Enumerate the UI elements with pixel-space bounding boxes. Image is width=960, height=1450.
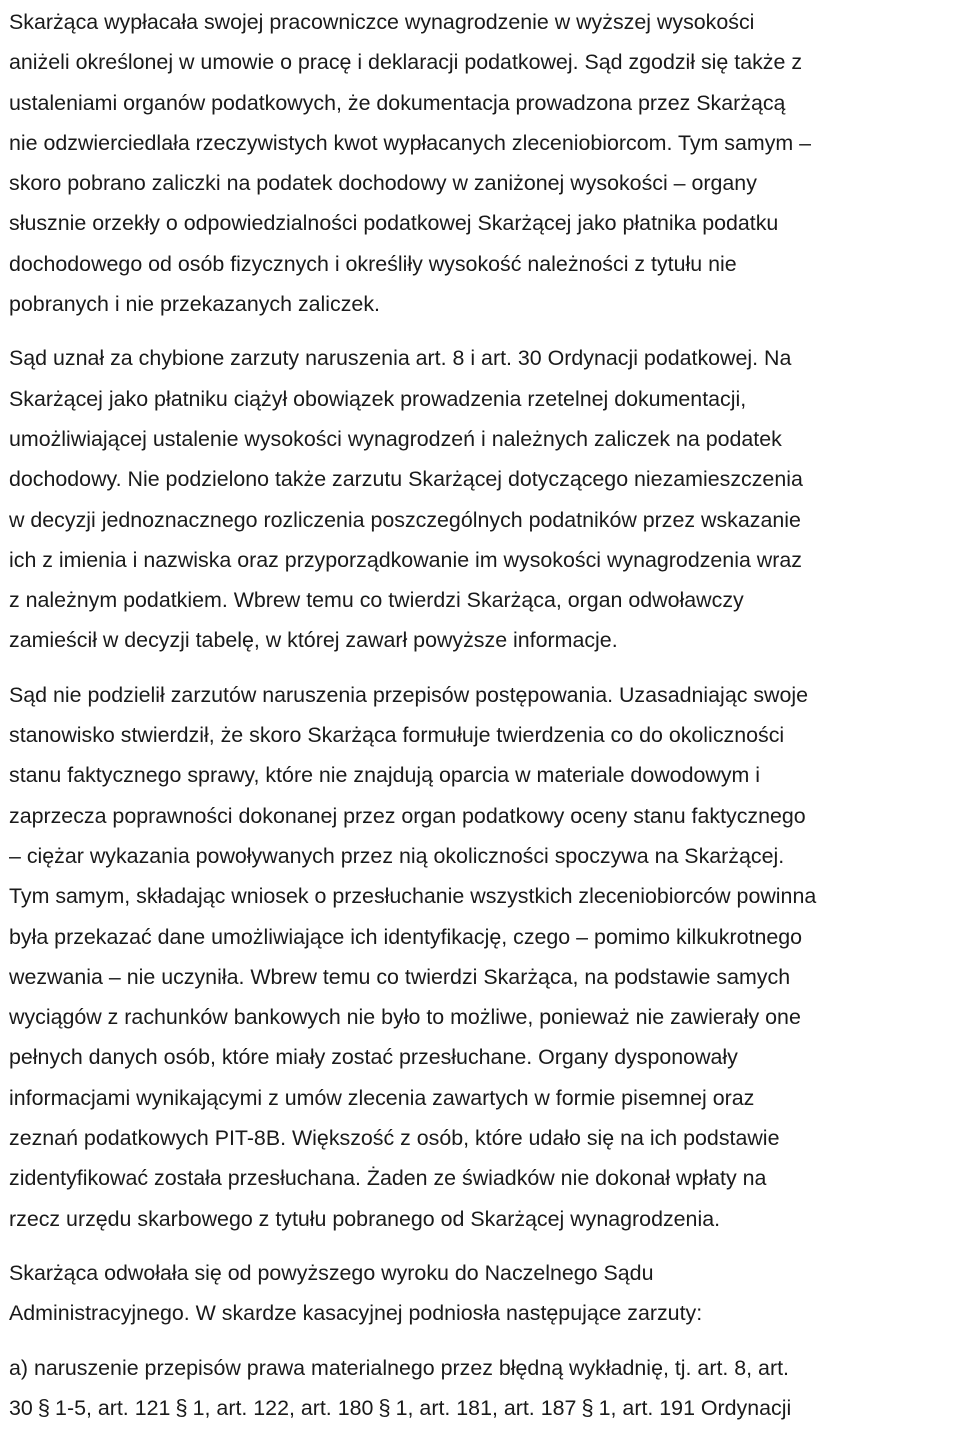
text-fragment: 1-5, art. 121 [55,1395,171,1420]
text-line: stanu faktycznego sprawy, które nie znajdują oparcia w materiale dowodowym i [9,763,761,788]
text-line: dochodowy. Nie podzielono także zarzutu Skarżącej dotyczącego niezamieszczenia [9,467,803,492]
text-line: zaprzecza poprawności dokonanej przez organ podatkowy oceny stanu faktycznego [9,803,806,828]
text-line: Skarżąca odwołała się od powyższego wyroku do Naczelnego Sądu [9,1260,654,1285]
text-fragment: 1, art. 181, art. 187 [395,1395,577,1420]
section-sign: § [378,1394,391,1420]
text-fragment: 1, art. 122, art. 180 [192,1395,374,1420]
section-sign: § [37,1394,51,1420]
text-line: Tym samym, składając wniosek o przesłuchanie wszystkich zleceniobiorców powinna [9,884,817,909]
text-line: Administracyjnego. W skardze kasacyjnej podniosła następujące zarzuty: [9,1301,703,1326]
text-line: Skarżąca wypłacała swojej pracowniczce wynagrodzenie w wyższej wysokości [9,10,755,34]
text-line: z należnym podatkiem. Wbrew temu co twierdzi Skarżąca, organ odwoławczy [9,588,744,613]
section-sign: § [175,1394,188,1420]
text-line: zidentyfikować została przesłuchana. Żaden ze świadków nie dokonał wpłaty na [9,1166,767,1191]
text-line: Sąd nie podzielił zarzutów naruszenia przepisów postępowania. Uzasadniając swoje [9,682,809,707]
text-fragment: 30 [9,1395,33,1420]
paragraph [9,1253,954,1334]
text-line: a) naruszenie przepisów prawa materialnego przez błędną wykładnię, tj. art. 8, art. [9,1355,789,1380]
text-line: zeznań podatkowych PIT-8B. Większość z osób, które udało się na ich podstawie [9,1126,780,1151]
paragraph [9,1348,954,1429]
document-body [9,2,954,1428]
text-line: rzecz urzędu skarbowego z tytułu pobranego od Skarżącej wynagrodzenia. [9,1206,721,1231]
text-line: wyciągów z rachunków bankowych nie było to możliwe, ponieważ nie zawierały one [9,1005,801,1030]
text-line: – ciężar wykazania powoływanych przez nią okoliczności spoczywa na Skarżącej. [9,843,785,868]
text-line: zamieścił w decyzji tabelę, w której zawarł powyższe informacje. [9,628,618,653]
text-line: była przekazać dane umożliwiające ich identyfikację, czego – pomimo kilkukrotnego [9,924,803,949]
text-line: stanowisko stwierdził, że skoro Skarżąca formułuje twierdzenia co do okoliczności [9,723,785,748]
paragraph [9,338,954,660]
text-line: skoro pobrano zaliczki na podatek dochodowy w zaniżonej wysokości – organy [9,171,757,196]
text-line: ustaleniami organów podatkowych, że dokumentacja prowadzona przez Skarżącą [9,90,786,115]
text-line: umożliwiającej ustalenie wysokości wynagrodzeń i należnych zaliczek na podatek [9,426,782,451]
text-fragment: 1, art. 191 Ordynacji [598,1395,792,1420]
text-line: pełnych danych osób, które miały zostać przesłuchane. Organy dysponowały [9,1045,738,1070]
section-sign: § [581,1394,594,1420]
text-line: informacjami wynikającymi z umów zlecenia zawartych w formie pisemnej oraz [9,1085,755,1110]
text-line: dochodowego od osób fizycznych i określiły wysokość należności z tytułu nie [9,251,737,276]
text-line [9,1388,954,1428]
text-line: aniżeli określonej w umowie o pracę i deklaracji podatkowej. Sąd zgodził się także z [9,50,803,75]
text-line: słusznie orzekły o odpowiedzialności podatkowej Skarżącej jako płatnika podatku [9,211,779,236]
text-line: w decyzji jednoznacznego rozliczenia poszczególnych podatników przez wskazanie [9,507,801,532]
text-line: Sąd uznał za chybione zarzuty naruszenia art. 8 i art. 30 Ordynacji podatkowej. Na [9,346,792,371]
text-line: pobranych i nie przekazanych zaliczek. [9,292,380,317]
document-page [9,2,954,1428]
paragraph [9,2,954,324]
text-line: nie odzwierciedlała rzeczywistych kwot wypłacanych zleceniobiorcom. Tym samym – [9,130,812,155]
text-line: wezwania – nie uczyniła. Wbrew temu co twierdzi Skarżąca, na podstawie samych [9,964,791,989]
paragraph [9,675,954,1239]
text-line: Skarżącej jako płatniku ciążył obowiązek prowadzenia rzetelnej dokumentacji, [9,386,747,411]
text-line: ich z imienia i nazwiska oraz przyporządkowanie im wysokości wynagrodzenia wraz [9,547,802,572]
